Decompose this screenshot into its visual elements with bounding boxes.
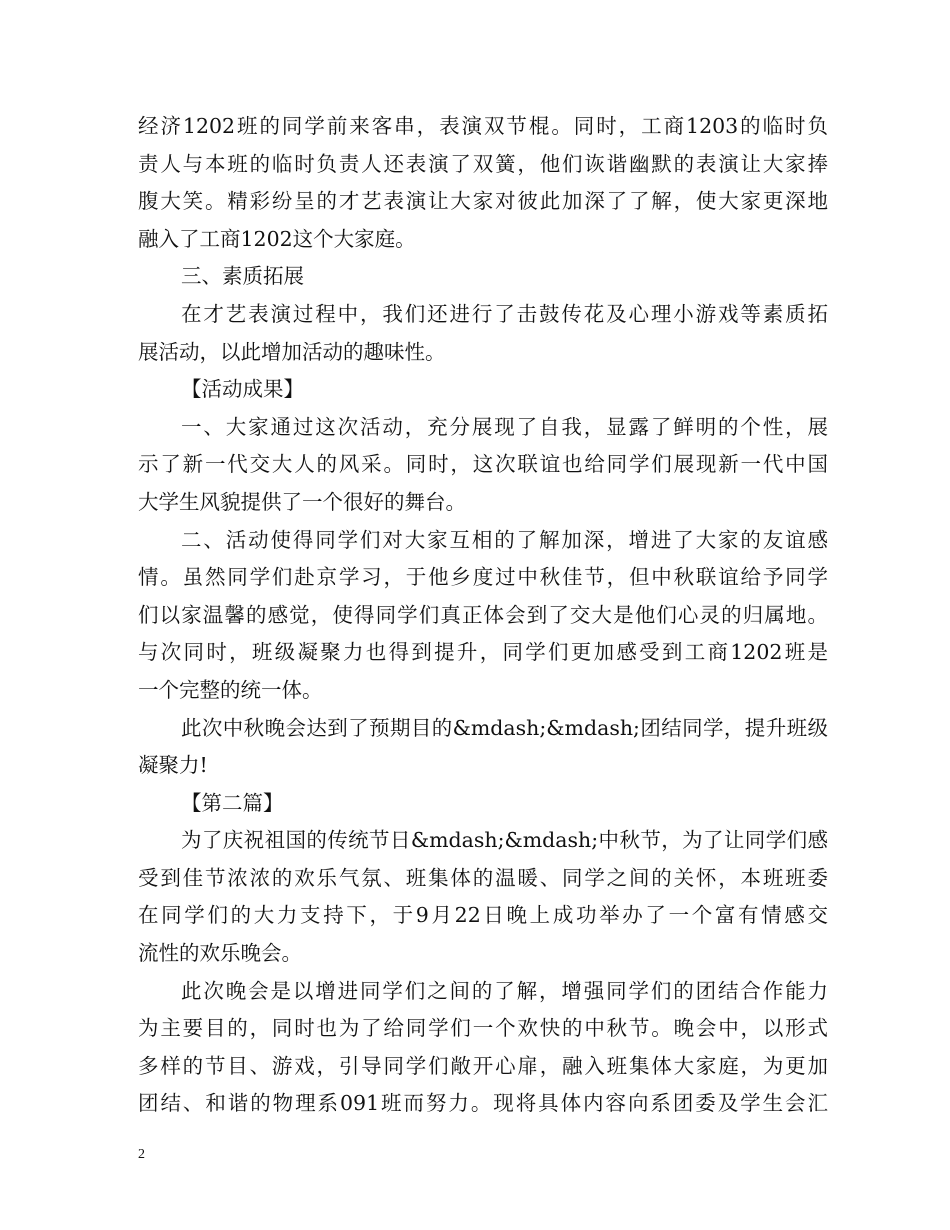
text-line: 大学生风貌提供了一个很好的舞台。 (138, 489, 466, 514)
text-line: 受到佳节浓浓的欢乐气氛、班集体的温暖、同学之间的关怀，本班班委 (138, 865, 828, 890)
text-line: 在同学们的大力支持下，于9月22日晚上成功举办了一个富有情感交 (138, 903, 828, 928)
text-line: 二、活动使得同学们对大家互相的了解加深，增进了大家的友谊感 (181, 527, 828, 552)
text-line: 一、大家通过这次活动，充分展现了自我，显露了鲜明的个性，展 (181, 414, 828, 439)
text-line: 展活动，以此增加活动的趣味性。 (138, 339, 446, 364)
text-line: 团结、和谐的物理系091班而努力。现将具体内容向系团委及学生会汇 (138, 1091, 828, 1116)
text-line: 融入了工商1202这个大家庭。 (138, 226, 416, 251)
text-line: 多样的节目、游戏，引导同学们敞开心扉，融入班集体大家庭，为更加 (138, 1053, 828, 1078)
text-line: 【活动成果】 (181, 377, 304, 402)
text-line: 【第二篇】 (181, 790, 284, 815)
text-line: 示了新一代交大人的风采。同时，这次联谊也给同学们展现新一代中国 (138, 452, 828, 477)
text-line: 腹大笑。精彩纷呈的才艺表演让大家对彼此加深了了解，使大家更深地 (138, 189, 828, 214)
text-line: 在才艺表演过程中，我们还进行了击鼓传花及心理小游戏等素质拓 (181, 301, 828, 326)
text-line: 为主要目的，同时也为了给同学们一个欢快的中秋节。晚会中，以形式 (138, 1016, 828, 1041)
text-line: 三、素质拓展 (181, 264, 304, 289)
text-line: 责人与本班的临时负责人还表演了双簧，他们诙谐幽默的表演让大家捧 (138, 151, 828, 176)
text-line: 凝聚力! (138, 753, 208, 778)
text-line: 为了庆祝祖国的传统节日&mdash;&mdash;中秋节，为了让同学们感 (181, 828, 828, 853)
body-text (138, 108, 828, 1123)
text-line: 们以家温馨的感觉，使得同学们真正体会到了交大是他们心灵的归属地。 (138, 602, 828, 627)
text-line: 与次同时，班级凝聚力也得到提升，同学们更加感受到工商1202班是 (138, 640, 828, 665)
text-line: 经济1202班的同学前来客串，表演双节棍。同时，工商1203的临时负 (138, 114, 828, 138)
text-line: 此次中秋晚会达到了预期目的&mdash;&mdash;团结同学，提升班级 (181, 715, 828, 740)
text-line: 流性的欢乐晚会。 (138, 941, 302, 966)
text-line: 情。虽然同学们赴京学习，于他乡度过中秋佳节，但中秋联谊给予同学 (138, 565, 828, 590)
page-number: 2 (138, 1147, 145, 1162)
text-line: 一个完整的统一体。 (138, 677, 323, 702)
text-line: 此次晚会是以增进同学们之间的了解，增强同学们的团结合作能力 (181, 978, 828, 1003)
